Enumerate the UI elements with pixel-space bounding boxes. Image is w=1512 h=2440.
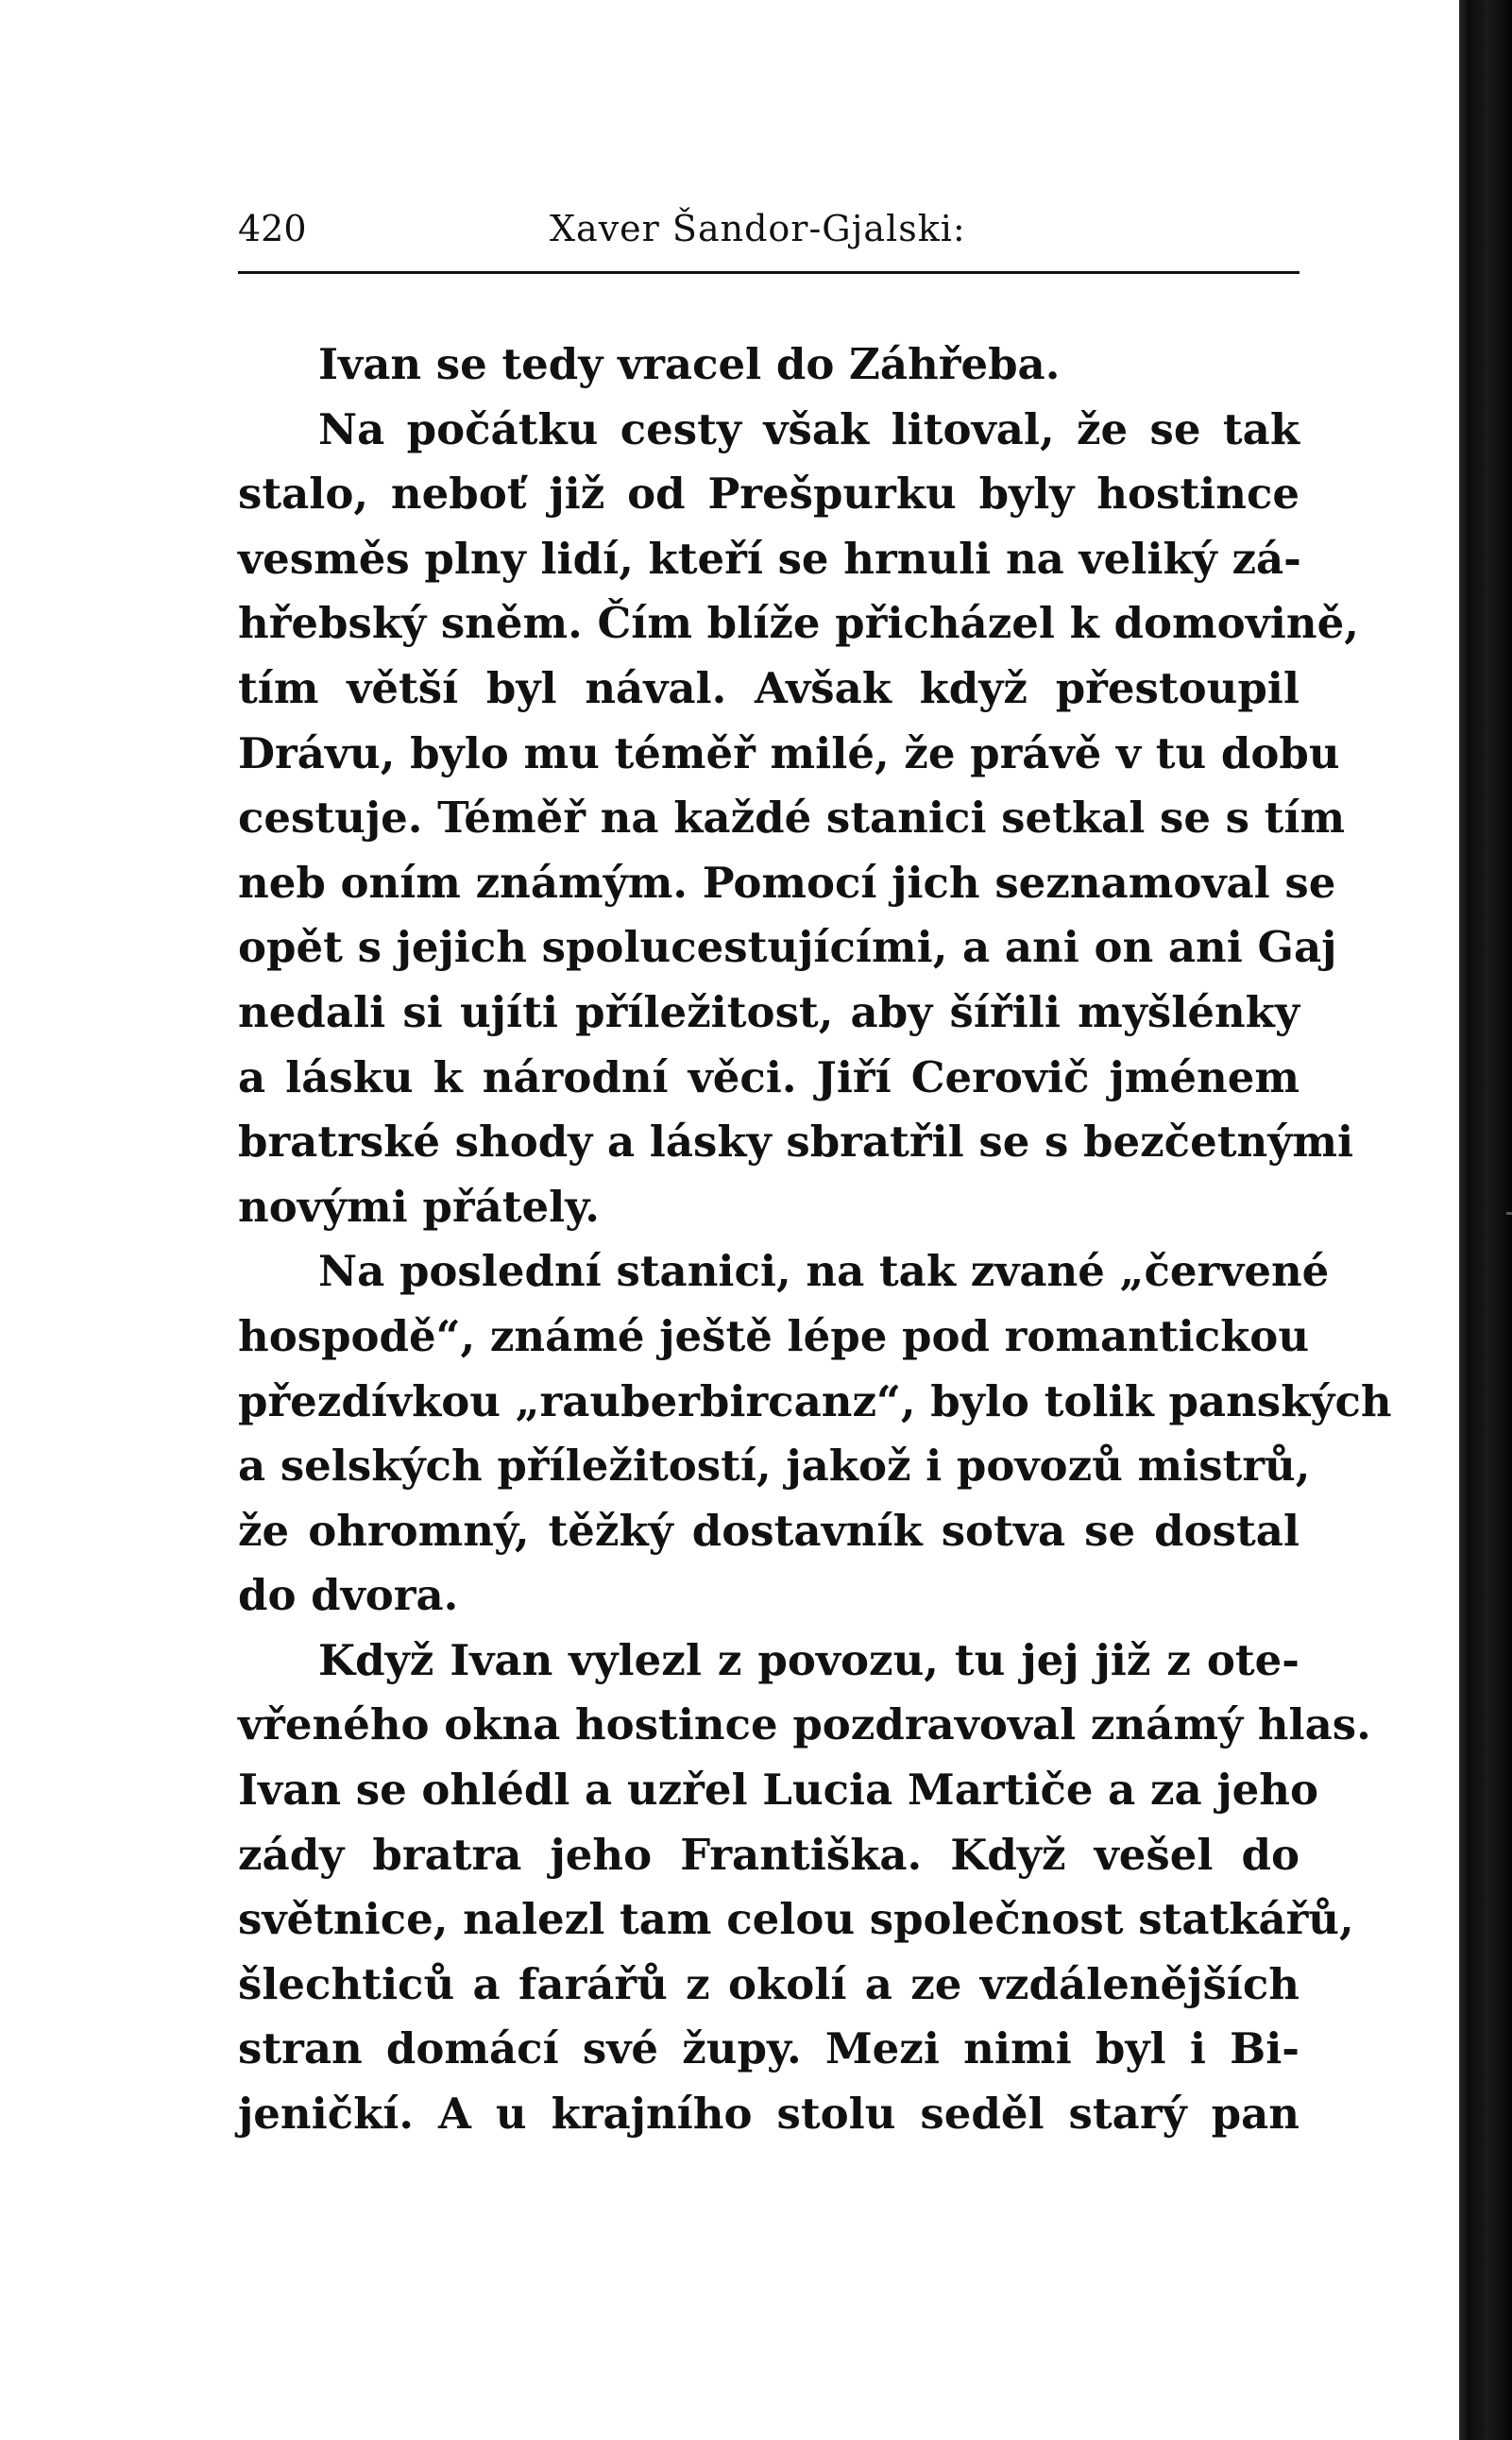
text-line: Na počátku cesty však litoval, že se tak [318, 403, 1300, 454]
text-line: vřeného okna hostince pozdravoval známý hlas. [238, 1699, 1371, 1750]
body-text [238, 333, 1392, 2147]
header-rule [238, 271, 1300, 274]
text-line: Ivan se tedy vracel do Záhřeba. [318, 339, 1061, 389]
text-line: stalo, neboť již od Prešpurku byly hostince [238, 469, 1300, 520]
text-line: přezdívkou „rauberbircanz“, bylo tolik panských [238, 1375, 1392, 1426]
text-line: Když Ivan vylezl z povozu, tu jej již z ote- [318, 1634, 1300, 1685]
text-line: nedali si ujíti příležitost, aby šířili myšlénky [238, 986, 1300, 1037]
text-line: bratrské shody a lásky sbratřil se s bezčetnými [238, 1117, 1354, 1168]
text-line: neb oním známým. Pomocí jich seznamoval se [238, 857, 1336, 908]
text-line: jeničkí. A u krajního stolu seděl starý pan [238, 2089, 1300, 2140]
text-line: hospodě“, známé ještě lépe pod romantickou [238, 1310, 1310, 1361]
text-line: cestuje. Téměř na každé stanici setkal se s tím [238, 793, 1346, 844]
text-line: opět s jejich spolucestujícími, a ani on ani Gaj [238, 922, 1337, 973]
text-line: Drávu, bylo mu téměř milé, že právě v tu dobu [238, 727, 1340, 778]
text-line: vesměs plny lidí, kteří se hrnuli na veliký zá- [238, 533, 1301, 584]
edge-mark [1506, 1212, 1512, 1215]
text-line: a lásku k národní věci. Jiří Cerovič jménem [238, 1051, 1300, 1102]
text-line: Na poslední stanici, na tak zvané „červené [318, 1246, 1330, 1297]
text-line: stran domácí své župy. Mezi nimi byl i Bi- [238, 2023, 1300, 2074]
text-line: novými přátely. [238, 1181, 600, 1232]
text-line: tím větší byl nával. Avšak když přestoupil [238, 662, 1300, 713]
page-header [238, 200, 1300, 257]
text-line: že ohromný, těžký dostavník sotva se dostal [238, 1505, 1300, 1556]
text-line: šlechticů a farářů z okolí a ze vzdálenějších [238, 1958, 1300, 2009]
text-line: hřebský sněm. Čím blíže přicházel k domovině, [238, 598, 1359, 649]
text-line: do dvora. [238, 1570, 459, 1621]
text-line: zády bratra jeho Františka. Když vešel do [238, 1829, 1300, 1880]
scanned-page-edge [1459, 0, 1512, 2440]
running-title: Xaver Šandor-Gjalski: [550, 208, 966, 249]
text-line: světnice, nalezl tam celou společnost statkářů, [238, 1894, 1354, 1945]
text-line: Ivan se ohlédl a uzřel Lucia Martiče a za jeho [238, 1765, 1319, 1816]
text-line: a selských příležitostí, jakož i povozů mistrů, [238, 1441, 1311, 1492]
page-number: 420 [238, 208, 307, 249]
